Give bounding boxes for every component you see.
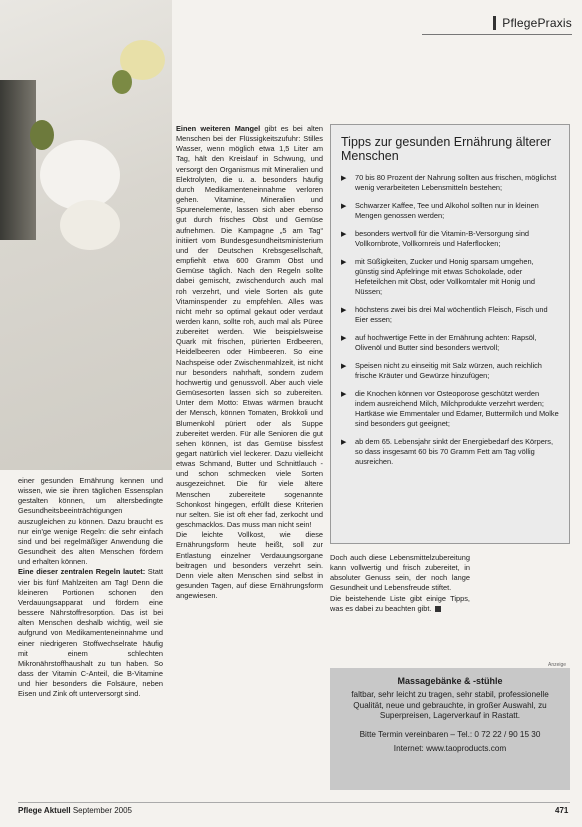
tip-item	[341, 201, 559, 221]
tip-item	[341, 333, 559, 353]
photo-shadow	[0, 80, 36, 240]
right-paragraph	[330, 594, 470, 614]
ad-website: Internet: www.taoproducts.com	[393, 744, 507, 754]
footer-magazine: Pflege Aktuell	[18, 806, 71, 815]
masthead-bar	[493, 16, 496, 30]
tips-title: Tipps zur gesunden Ernährung älterer Menschen	[341, 135, 552, 163]
middle-paragraph	[176, 124, 323, 530]
tip-item	[341, 173, 559, 193]
flower-leaf	[112, 70, 132, 94]
arrow-right-icon: ▶	[341, 259, 347, 266]
tips-box	[330, 124, 570, 544]
ad-heading: Massagebänke & -stühle	[397, 676, 503, 686]
tips-list	[341, 173, 559, 467]
arrow-right-icon: ▶	[341, 231, 347, 238]
end-mark-icon	[435, 606, 441, 612]
advertisement	[330, 668, 570, 790]
masthead	[493, 16, 572, 30]
footer-rule	[18, 802, 570, 803]
arrow-right-icon: ▶	[341, 335, 347, 342]
middle-paragraph-head: Einen weiteren Mangel	[176, 124, 261, 133]
right-paragraph-body: Die beistehende Liste gibt einige Tipps, was es dabei zu beachten gibt.	[330, 593, 470, 613]
arrow-right-icon: ▶	[341, 175, 347, 182]
flower-blossom	[40, 140, 120, 210]
tip-item	[341, 305, 559, 325]
arrow-right-icon: ▶	[341, 307, 347, 314]
arrow-right-icon: ▶	[341, 391, 347, 398]
tip-text: Speisen nicht zu einseitig mit Salz würzen, auch reichlich frische Kräuter und Gewürze hinzufügen;	[355, 361, 542, 380]
left-column	[18, 476, 163, 699]
tip-text: 70 bis 80 Prozent der Nahrung sollten aus frischen, möglichst wenig verarbeiteten Lebensmitteln bestehen;	[355, 173, 557, 192]
flower-leaf	[30, 120, 54, 150]
left-paragraph: einer gesunden Ernährung kennen und wissen, wie sie ihren täglichen Essensplan gestalten können, um altersbedingte Gesundheitsbeeinträchtigungen auszugleichen zu können. Dazu braucht es nur ein'ge wenige Regeln: die sehr einfach sind und bei regelmäßiger Anwendung die Gesundheit des alten Menschen fördern und erhalten können.	[18, 476, 163, 567]
masthead-rule	[422, 34, 572, 35]
flower-photo	[0, 0, 172, 470]
tip-text: ab dem 65. Lebensjahr sinkt der Energiebedarf des Körpers, so dass insgesamt 60 bis 70 Gramm Fett am Tag völlig ausreichen.	[355, 437, 554, 466]
ad-label: Anzeige	[548, 662, 567, 668]
tip-item	[341, 437, 559, 467]
right-paragraph: Doch auch diese Lebensmittelzubereitung kann vollwertig und frisch zubereitet, in absoluter Genuss sein, der noch lange Gesundheit und Lebensfreude stiftet.	[330, 553, 470, 593]
middle-column	[176, 124, 323, 601]
middle-paragraph: Die leichte Vollkost, wie diese Ernährungsform heute heißt, soll zur Entlastung einzelner Verdauungsorgane beitragen und besonders verzehrt sein. Denn viele alten Menschen sind selbst in gesunden Tagen, auf diese Ernährungsform angewiesen.	[176, 530, 323, 601]
footer	[18, 806, 132, 815]
left-paragraph-head: Eine dieser zentralen Regeln lautet:	[18, 567, 146, 577]
tip-text: Schwarzer Kaffee, Tee und Alkohol sollten nur in kleinen Mengen genossen werden;	[355, 201, 539, 220]
tip-item	[341, 389, 559, 429]
left-paragraph	[18, 567, 163, 699]
tip-text: die Knochen können vor Osteoporose geschützt werden indem ausreichend Milch, Milchprodukte verzehrt werden; Hartkäse wie Emmentaler und Edamer, Buttermilch und Molke sind besonders gut geeignet;	[355, 389, 559, 428]
footer-issue: September 2005	[72, 806, 132, 815]
page-number: 471	[555, 806, 569, 815]
middle-paragraph-body: gibt es bei alten Menschen bei der Flüssigkeitszufuhr: Stilles Wasser, wenn möglich etwa 1,5 Liter am Tag, hält den Kreislauf in Schwung, und versorgt den Organismus mit Mineralien und Elektrolyten, die u. a. besonders häufig durch Medikamenteneinnahme verloren gehen. Vitamine, Mineralien und Spurenelemente, lassen sich aber ebenso gut durch frisches Obst und Gemüse aufnehmen. Die Kampagne „5 am Tag“ initiiert vom Bundesgesundheitsministerium und der Deutschen Krebsgesellschaft, empfiehlt etwa 600 Gramm Obst und Gemüse täglich. Nach den Regeln sollte dabei gemischt, zwischendurch auch mal roh verzehrt, und viele Sorten als gute Vitaminspender zu empfehlen. Alles was nicht mehr so optimal gekaut oder verdaut werden kann, sollte roh, auch mal als Püree zubereitet werden. Wie beispielsweise Quark mit frischen, pürierten Erdbeeren, Heidelbeeren oder Himbeeren. So eine Nachspeise oder Zwischenmahlzeit, ist nicht nur besonders nahrhaft, sondern zudem hochwertig und genussvoll. Aber auch viele Gemüsesorten lassen sich so zubereiten. Unter dem Motto: Etwas wärmen braucht der Mensch, können Tomaten, Brokkoli und Blumenkohl püriert oder als Suppe zubereitet werden. Für alle Senioren die gut sehen können, ist das Gemüse bissfest gegart natürlich viel leckerer. Dazu vielleicht etwas Schmand, Butter und Schnittlauch - und schon schmecken viele Sorten ausgezeichnet. Die für viele ältere Menschen zubereitete sogenannte Schonkost hingegen, erfüllt diese Kriterien nur selten. Sie ist oft eher fad, zerkocht und geschmacklos. Das muss man nicht sein!	[176, 124, 323, 530]
arrow-right-icon: ▶	[341, 363, 347, 370]
tip-text: mit Süßigkeiten, Zucker und Honig sparsam umgehen, günstig sind Apfelringe mit etwas Schokolade, oder Hefeteilchen mit Obst, oder Vollkorntaler mit Honig und Nüssen;	[355, 257, 535, 296]
arrow-right-icon: ▶	[341, 439, 347, 446]
tip-item	[341, 229, 559, 249]
masthead-title: PflegePraxis	[502, 16, 572, 30]
arrow-right-icon: ▶	[341, 203, 347, 210]
left-paragraph-body: Statt vier bis fünf Mahlzeiten am Tag! Denn die kleineren Portionen schonen den Verdauungsapparat und fördern eine bessere Nährstoffresorption. Das ist bei alten Menschen deshalb wichtig, weil sie aufgrund von Medikamenteneinnahme und einer niedrigeren Stoffwechselrate häufig mit einem schlechten Mikronährstoffhaushalt zu tun haben. So dass der Vitamin C-Anteil, die B-Vitamine und hier besonders die Folsäure, neben Eisen und Zink oft unterversorgt sind.	[18, 567, 163, 699]
tip-item	[341, 257, 559, 297]
tip-item	[341, 361, 559, 381]
tip-text: höchstens zwei bis drei Mal wöchentlich Fleisch, Fisch und Eier essen;	[355, 305, 548, 324]
tip-text: besonders wertvoll für die Vitamin-B-Versorgung sind Vollkornbrote, Vollkornreis und Haferflocken;	[355, 229, 530, 248]
right-column	[330, 553, 470, 614]
ad-contact: Bitte Termin vereinbaren – Tel.: 0 72 22 / 90 15 30	[359, 729, 541, 739]
flower-blossom	[60, 200, 120, 250]
ad-body: faltbar, sehr leicht zu tragen, sehr stabil, professionelle Qualität, neue und gebrauchte, in großer Auswahl, zu Superpreisen, Lagerverkauf in Rastatt.	[351, 690, 549, 721]
tip-text: auf hochwertige Fette in der Ernährung achten: Rapsöl, Olivenöl und Butter sind besonders wertvoll;	[355, 333, 537, 352]
